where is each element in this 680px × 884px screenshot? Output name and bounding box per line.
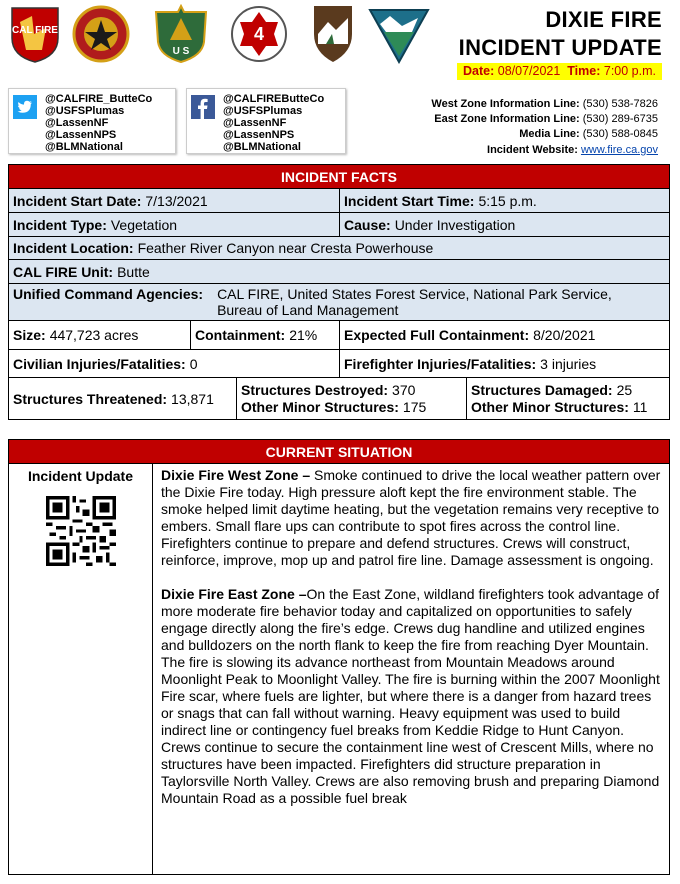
facts-row (9, 237, 669, 260)
facts-row (9, 189, 669, 213)
forest-service-logo (152, 4, 210, 64)
agencies-value (217, 286, 612, 318)
facts-row (9, 350, 669, 378)
facts-row (9, 378, 669, 419)
structures-threatened-label: Structures Threatened: (13, 390, 168, 407)
facebook-handle[interactable]: @BLMNational (223, 141, 301, 153)
agencies-label: Unified Command Agencies: (13, 286, 204, 302)
facts-row (9, 260, 669, 284)
containment-value: 21% (289, 327, 318, 343)
twitter-handle[interactable]: @USFSPlumas (45, 105, 125, 117)
expected-containment-label: Expected Full Containment: (344, 327, 530, 343)
incident-update-label: Incident Update (27, 468, 133, 484)
qr-code-icon[interactable] (46, 496, 116, 566)
agencies-line-2: Bureau of Land Management (217, 302, 399, 318)
twitter-icon (13, 95, 37, 119)
national-park-service-logo (304, 4, 362, 64)
twitter-handle[interactable]: @CALFIRE_ButteCo (45, 93, 153, 105)
incident-type-value: Vegetation (110, 216, 178, 233)
twitter-handle[interactable]: @LassenNF (45, 117, 109, 129)
location-value: Feather River Canyon near Cresta Powerhouse (137, 240, 434, 256)
facts-row (9, 321, 669, 350)
structures-threatened-value: 13,871 (171, 390, 214, 407)
facts-row (9, 213, 669, 237)
west-zone-title: Dixie Fire West Zone – (161, 467, 311, 483)
current-situation-heading: CURRENT SITUATION (9, 440, 669, 464)
minor-destroyed-label: Other Minor Structures: (241, 398, 399, 415)
structures-destroyed-label: Structures Destroyed: (241, 381, 389, 398)
time-label: Time: (567, 64, 601, 78)
west-line-label: West Zone Information Line: (431, 98, 580, 110)
media-line-label: Media Line: (519, 128, 580, 141)
structures-damaged-value: 25 (616, 381, 633, 398)
start-date-value: 7/13/2021 (145, 192, 208, 209)
location-label: Incident Location: (13, 240, 134, 256)
national-guard-logo (72, 4, 130, 64)
incident-facts-table (8, 164, 670, 420)
start-time-value: 5:15 p.m. (478, 192, 537, 209)
cause-label: Cause: (344, 216, 391, 233)
agencies-line-1: CAL FIRE, United States Forest Service, National Park Service, (217, 286, 612, 302)
media-line-value: (530) 588-0845 (582, 128, 658, 141)
facebook-handle[interactable]: @CALFIREButteCo (223, 93, 325, 105)
start-date-label: Incident Start Date: (13, 192, 142, 209)
time-value: 7:00 p.m. (603, 64, 656, 78)
facebook-box (186, 88, 346, 154)
facebook-icon (191, 95, 215, 119)
minor-destroyed-value: 175 (402, 398, 427, 415)
civilian-injuries-value: 0 (189, 355, 198, 372)
east-zone-text: On the East Zone, wildland firefighters took advantage of more moderate fire behavior today and capitalized on opportunities to safely engage directly along the fire’s edge. Crews dug handline and utilized engines and bulldozers on the north flank to keep the fire from reaching Dyer Mountain. The fire is slowing its advance northeast from Mountain Meadows around Moonlight Peak to Moonlight Valley. The fire is burning within the 2007 Moonlight Fire scar, where fuels are lighter, but where there is a danger from hazard trees or snags that can fall without warning. Heavy equipment was used to build indirect line or contingency fuel breaks from Keddie Ridge to Hunt Canyon. Crews continue to secure the containment line west of Crescent Mills, where no structures have been impacted. Firefighters did structure preparation in Taylorsville North Valley. Crews are also removing brush and preparing Diamond Mountain Road as a possible fuel break (161, 586, 660, 806)
cal-fire-unit-value: Butte (117, 263, 150, 280)
east-zone-paragraph (161, 586, 661, 807)
containment-label: Containment: (195, 327, 286, 343)
date-time-bar (457, 63, 662, 80)
cause-value: Under Investigation (394, 216, 516, 233)
blm-logo (366, 4, 432, 64)
minor-damaged-value: 11 (632, 398, 648, 415)
title-line-1: DIXIE FIRE (545, 7, 662, 32)
incident-management-logo (230, 4, 288, 64)
east-zone-title: Dixie Fire East Zone – (161, 586, 307, 602)
website-label: Incident Website: (487, 143, 578, 156)
cal-fire-logo-text: CAL FIRE (12, 25, 58, 36)
cal-fire-unit-label: CAL FIRE Unit: (13, 263, 114, 280)
contact-info (431, 97, 658, 158)
size-label: Size: (13, 327, 46, 343)
expected-containment-value: 8/20/2021 (533, 327, 596, 343)
title-line-2: INCIDENT UPDATE (458, 35, 662, 60)
facebook-handle[interactable]: @LassenNPS (223, 129, 295, 141)
forest-service-logo-text: U S (172, 46, 190, 57)
west-line-value: (530) 538-7826 (582, 98, 658, 110)
document-title (459, 6, 662, 62)
firefighter-injuries-value: 3 injuries (540, 355, 597, 372)
facebook-handle[interactable]: @LassenNF (223, 117, 287, 129)
west-zone-paragraph (161, 467, 661, 569)
west-zone-text: Smoke continued to drive the local weather pattern over the Dixie Fire today. High pressure aloft kept the fire environment stable. The smoke helped limit daytime heating, but the vegetation remains very receptive to embers. Small flare ups can contribute to spot fires across the control line. Firefighters continue to prepare and defend structures. Crews will construct, reinforce, improve, mop up and patrol fire line. Damage assessment is ongoing. (161, 467, 661, 568)
start-time-label: Incident Start Time: (344, 192, 475, 209)
date-label: Date: (463, 64, 495, 78)
incident-facts-heading: INCIDENT FACTS (9, 165, 669, 189)
structures-damaged-label: Structures Damaged: (471, 381, 613, 398)
minor-damaged-label: Other Minor Structures: (471, 398, 629, 415)
incident-type-label: Incident Type: (13, 216, 107, 233)
twitter-handle[interactable]: @LassenNPS (45, 129, 117, 141)
date-value: 08/07/2021 (497, 64, 561, 78)
current-situation-table (8, 439, 670, 875)
east-line-value: (530) 289-6735 (582, 113, 658, 126)
firefighter-injuries-label: Firefighter Injuries/Fatalities: (344, 355, 537, 372)
website-link[interactable]: www.fire.ca.gov (580, 143, 658, 156)
twitter-box (8, 88, 176, 154)
twitter-handle[interactable]: @BLMNational (45, 141, 123, 153)
civilian-injuries-label: Civilian Injuries/Fatalities: (13, 355, 186, 372)
cal-fire-logo (6, 4, 64, 64)
size-value: 447,723 acres (49, 327, 139, 343)
east-line-label: East Zone Information Line: (434, 113, 580, 126)
incident-update-text (153, 464, 669, 874)
incident-management-logo-text: 4 (253, 24, 265, 44)
structures-destroyed-value: 370 (392, 381, 416, 398)
facebook-handle[interactable]: @USFSPlumas (223, 105, 303, 117)
facts-row (9, 284, 669, 321)
